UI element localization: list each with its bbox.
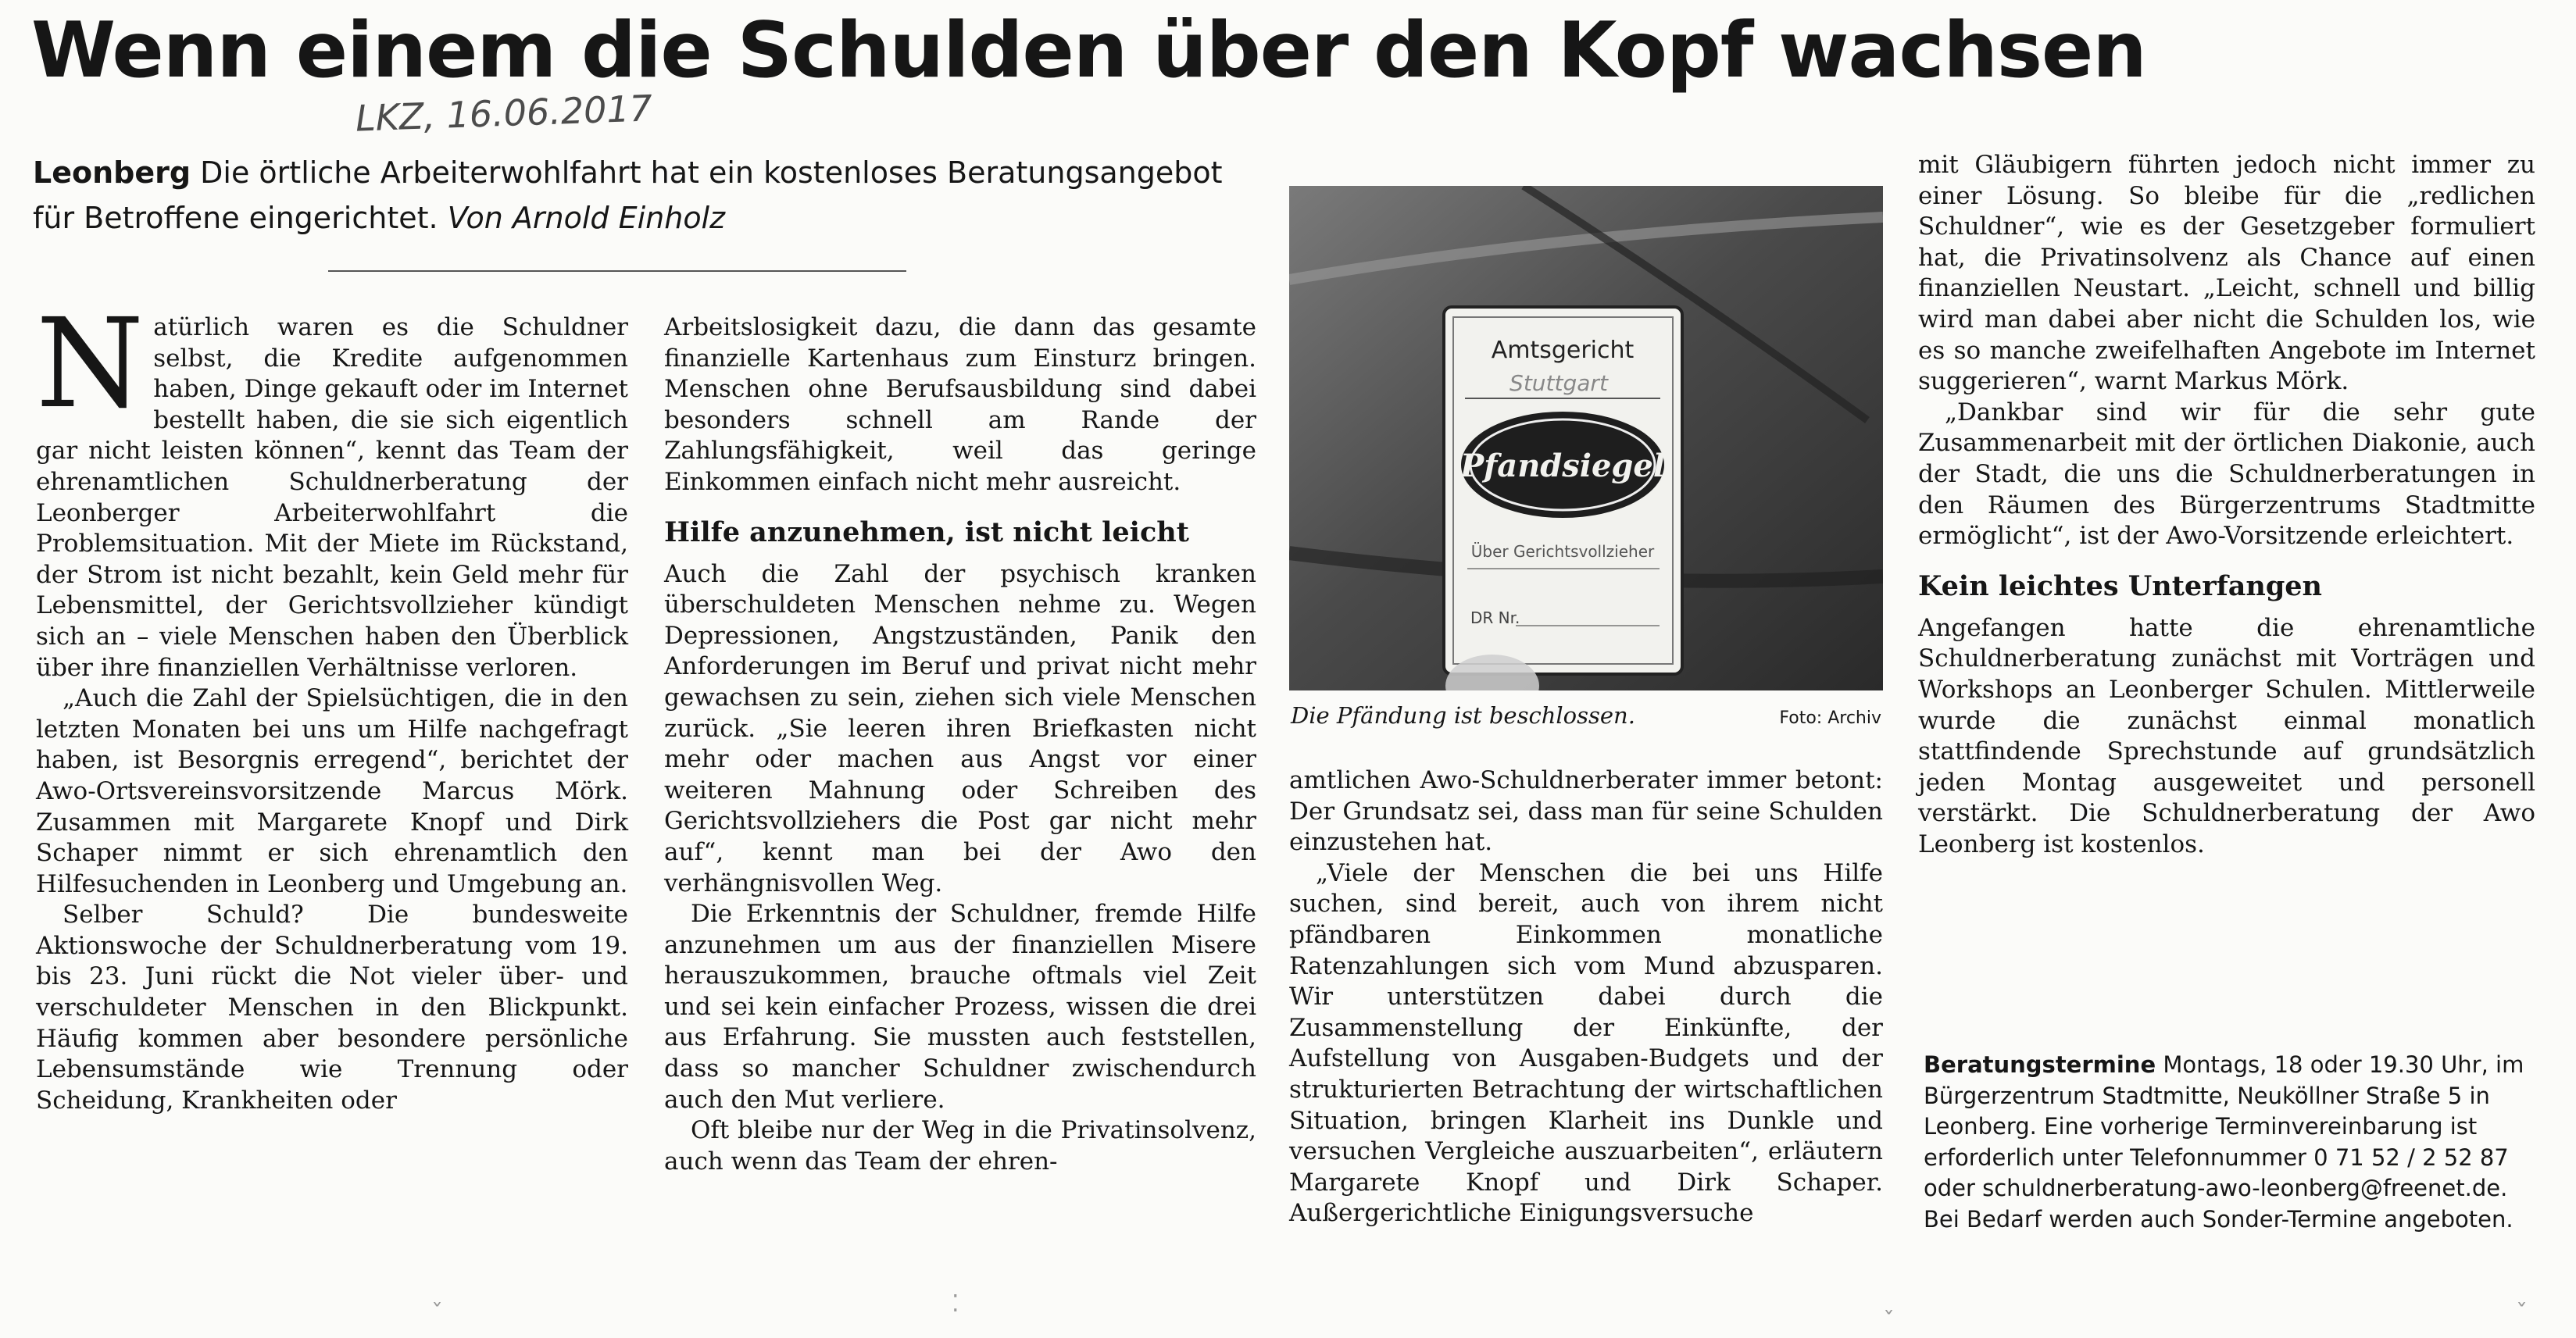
scan-speck: ˇ — [431, 1300, 443, 1327]
subhead-text: Die örtliche Arbeiterwohlfahrt hat ein kostenloses Beratungsangebot für Betroffene eingerichtet. — [33, 155, 1223, 235]
photo-pfandsiegel — [1289, 186, 1883, 690]
article-column-4 — [1918, 150, 2535, 860]
paragraph: Angefangen hatte die ehrenamtliche Schuldnerberatung zunächst mit Vorträgen und Workshops an Leonberger Schulen. Mittlerweile wurde die zunächst einmal monatlich stattfindende Sprechstunde auf grundsätzlich jeden Montag ausgeweitet und personell verstärkt. Die Schuldnerberatung der Awo Leonberg ist kostenlos. — [1918, 613, 2535, 858]
photo-caption — [1291, 700, 1881, 734]
paragraph: Selber Schuld? Die bundesweite Aktionswoche der Schuldnerberatung vom 19. bis 23. Juni rückt die Not vieler über- und verschuldeter Menschen in den Blickpunkt. Häufig kommen aber besondere persönliche Lebensumstände wie Trennung oder Scheidung, Krankheiten oder — [36, 901, 628, 1115]
drop-cap: N — [36, 292, 145, 436]
divider-rule — [328, 270, 906, 272]
scan-speck: ˇ — [1883, 1308, 1895, 1335]
seal-handwriting: Stuttgart — [1510, 370, 1608, 396]
article-column-2 — [664, 312, 1256, 1177]
article-column-1 — [36, 292, 628, 1116]
photo-credit: Foto: Archiv — [1779, 708, 1881, 728]
headline: Wenn einem die Schulden über den Kopf wachsen — [31, 6, 2146, 95]
seal-line-1: Über Gerichtsvollzieher — [1470, 542, 1655, 561]
paragraph: Arbeitslosigkeit dazu, die dann das gesamte finanzielle Kartenhaus zum Einsturz bringen. Menschen ohne Berufsausbildung sind dabei besonders schnell am Rande der Zahlungsfähigkeit, weil das geringe Einkommen einfach nicht mehr ausreicht. — [664, 313, 1256, 496]
seal-line-2: DR Nr. — [1470, 608, 1520, 627]
subhead-place: Leonberg — [33, 155, 191, 190]
scan-speck: ˇ — [2516, 1300, 2528, 1327]
seal-word: Pfandsiegel — [1459, 448, 1666, 484]
byline: Von Arnold Einholz — [447, 201, 726, 235]
paragraph: Auch die Zahl der psychisch kranken überschuldeten Menschen nehme zu. Wegen Depressionen, Angstzuständen, Panik den Anforderungen im Beruf und privat nicht mehr gewachsen zu sein, ziehen sich viele Menschen zurück. „Sie leeren ihren Briefkasten nicht mehr oder machen aus Angst vor einer weiteren Mahnung oder Schreiben des Gerichtsvollziehers die Post gar nicht mehr auf“, kennt man bei der Awo den verhängnisvollen Weg. — [664, 559, 1256, 897]
handwritten-date-note: LKZ, 16.06.2017 — [355, 87, 653, 140]
paragraph: Die Erkenntnis der Schuldner, fremde Hilfe anzunehmen um aus der finanziellen Misere herauszukommen, brauche oftmals viel Zeit und sei kein einfacher Prozess, wissen die drei aus Erfahrung. Sie mussten auch feststellen, dass so mancher Schuldner zwischendurch auch den Mut verliere. — [664, 900, 1256, 1114]
info-label: Beratungstermine — [1924, 1051, 2156, 1078]
caption-text: Die Pfändung ist beschlossen. — [1291, 702, 1635, 729]
info-box — [1924, 1050, 2533, 1236]
info-text: Montags, 18 oder 19.30 Uhr, im Bürgerzentrum Stadtmitte, Neuköllner Straße 5 in Leonberg. Eine vorherige Terminvereinbarung ist erforderlich unter Telefonnummer 0 71 52 / 2 52 87 oder schuldnerberatung-awo-leonberg@freenet.de. Bei Bedarf werden auch Sonder-Termine angeboten. — [1924, 1051, 2524, 1233]
photo-image — [1289, 186, 1883, 690]
paragraph: „Viele der Menschen die bei uns Hilfe suchen, sind bereit, auch von ihrem nicht pfändbaren Einkommen monatliche Ratenzahlungen sich vom Mund abzusparen. Wir unterstützen dabei durch die Zusammenstellung der Einkünfte, der Aufstellung von Ausgaben-Budgets und der strukturierten Betrachtung der wirtschaftlichen Situation, bringen Klarheit ins Dunkle und versuchen Vergleiche auszuarbeiten“, erläutern Margarete Knopf und Dirk Schaper. Außergerichtliche Einigungsversuche — [1289, 858, 1883, 1228]
article-column-3 — [1289, 765, 1883, 1229]
scan-speck: ⁚ — [952, 1290, 959, 1318]
paragraph: „Dankbar sind wir für die sehr gute Zusammenarbeit mit der örtlichen Diakonie, auch der Stadt, die uns die Schuldnerberatungen in den Räumen des Bürgerzentrums Stadtmitte ermöglicht“, ist der Awo-Vorsitzende erleichtert. — [1918, 398, 2535, 551]
section-heading: Hilfe anzunehmen, ist nicht leicht — [664, 516, 1189, 548]
section-heading: Kein leichtes Unterfangen — [1918, 569, 2323, 602]
subheadline — [33, 150, 1267, 241]
paragraph: amtlichen Awo-Schuldnerberater immer betont: Der Grundsatz sei, dass man für seine Schulden einzustehen hat. — [1289, 766, 1883, 857]
seal-title: Amtsgericht — [1491, 337, 1635, 364]
paragraph: Natürlich waren es die Schuldner selbst, die Kredite aufgenommen haben, Dinge gekauft oder im Internet bestellt haben, die sie sich eigentlich gar nicht leisten können“, kennt das Team der ehrenamtlichen Schuldnerberatung der Leonberger Arbeiterwohlfahrt die Problemsituation. Mit der Miete im Rückstand, der Strom ist nicht bezahlt, kein Geld mehr für Lebensmittel, der Gerichtsvollzieher kündigt sich an – viele Menschen haben den Überblick über ihre finanziellen Verhältnisse verloren. — [36, 292, 628, 682]
paragraph: „Auch die Zahl der Spielsüchtigen, die in den letzten Monaten bei uns um Hilfe nachgefragt haben, ist Besorgnis erregend“, berichtet der Awo-Ortsvereinsvorsitzende Marcus Mörk. Zusammen mit Margarete Knopf und Dirk Schaper nimmt er sich ehrenamtlich den Hilfesuchenden in Leonberg und Umgebung an. — [36, 684, 628, 898]
paragraph: mit Gläubigern führten jedoch nicht immer zu einer Lösung. So bleibe für die „redlichen Schuldner“, wie es der Gesetzgeber formuliert hat, die Privatinsolvenz als Chance auf einen finanziellen Neustart. „Leicht, schnell und billig wird man dabei aber nicht die Schulden los, wie es so manche zweifelhaften Angebote im Internet suggerieren“, warnt Markus Mörk. — [1918, 151, 2535, 396]
paragraph: Oft bleibe nur der Weg in die Privatinsolvenz, auch wenn das Team der ehren- — [664, 1116, 1256, 1176]
